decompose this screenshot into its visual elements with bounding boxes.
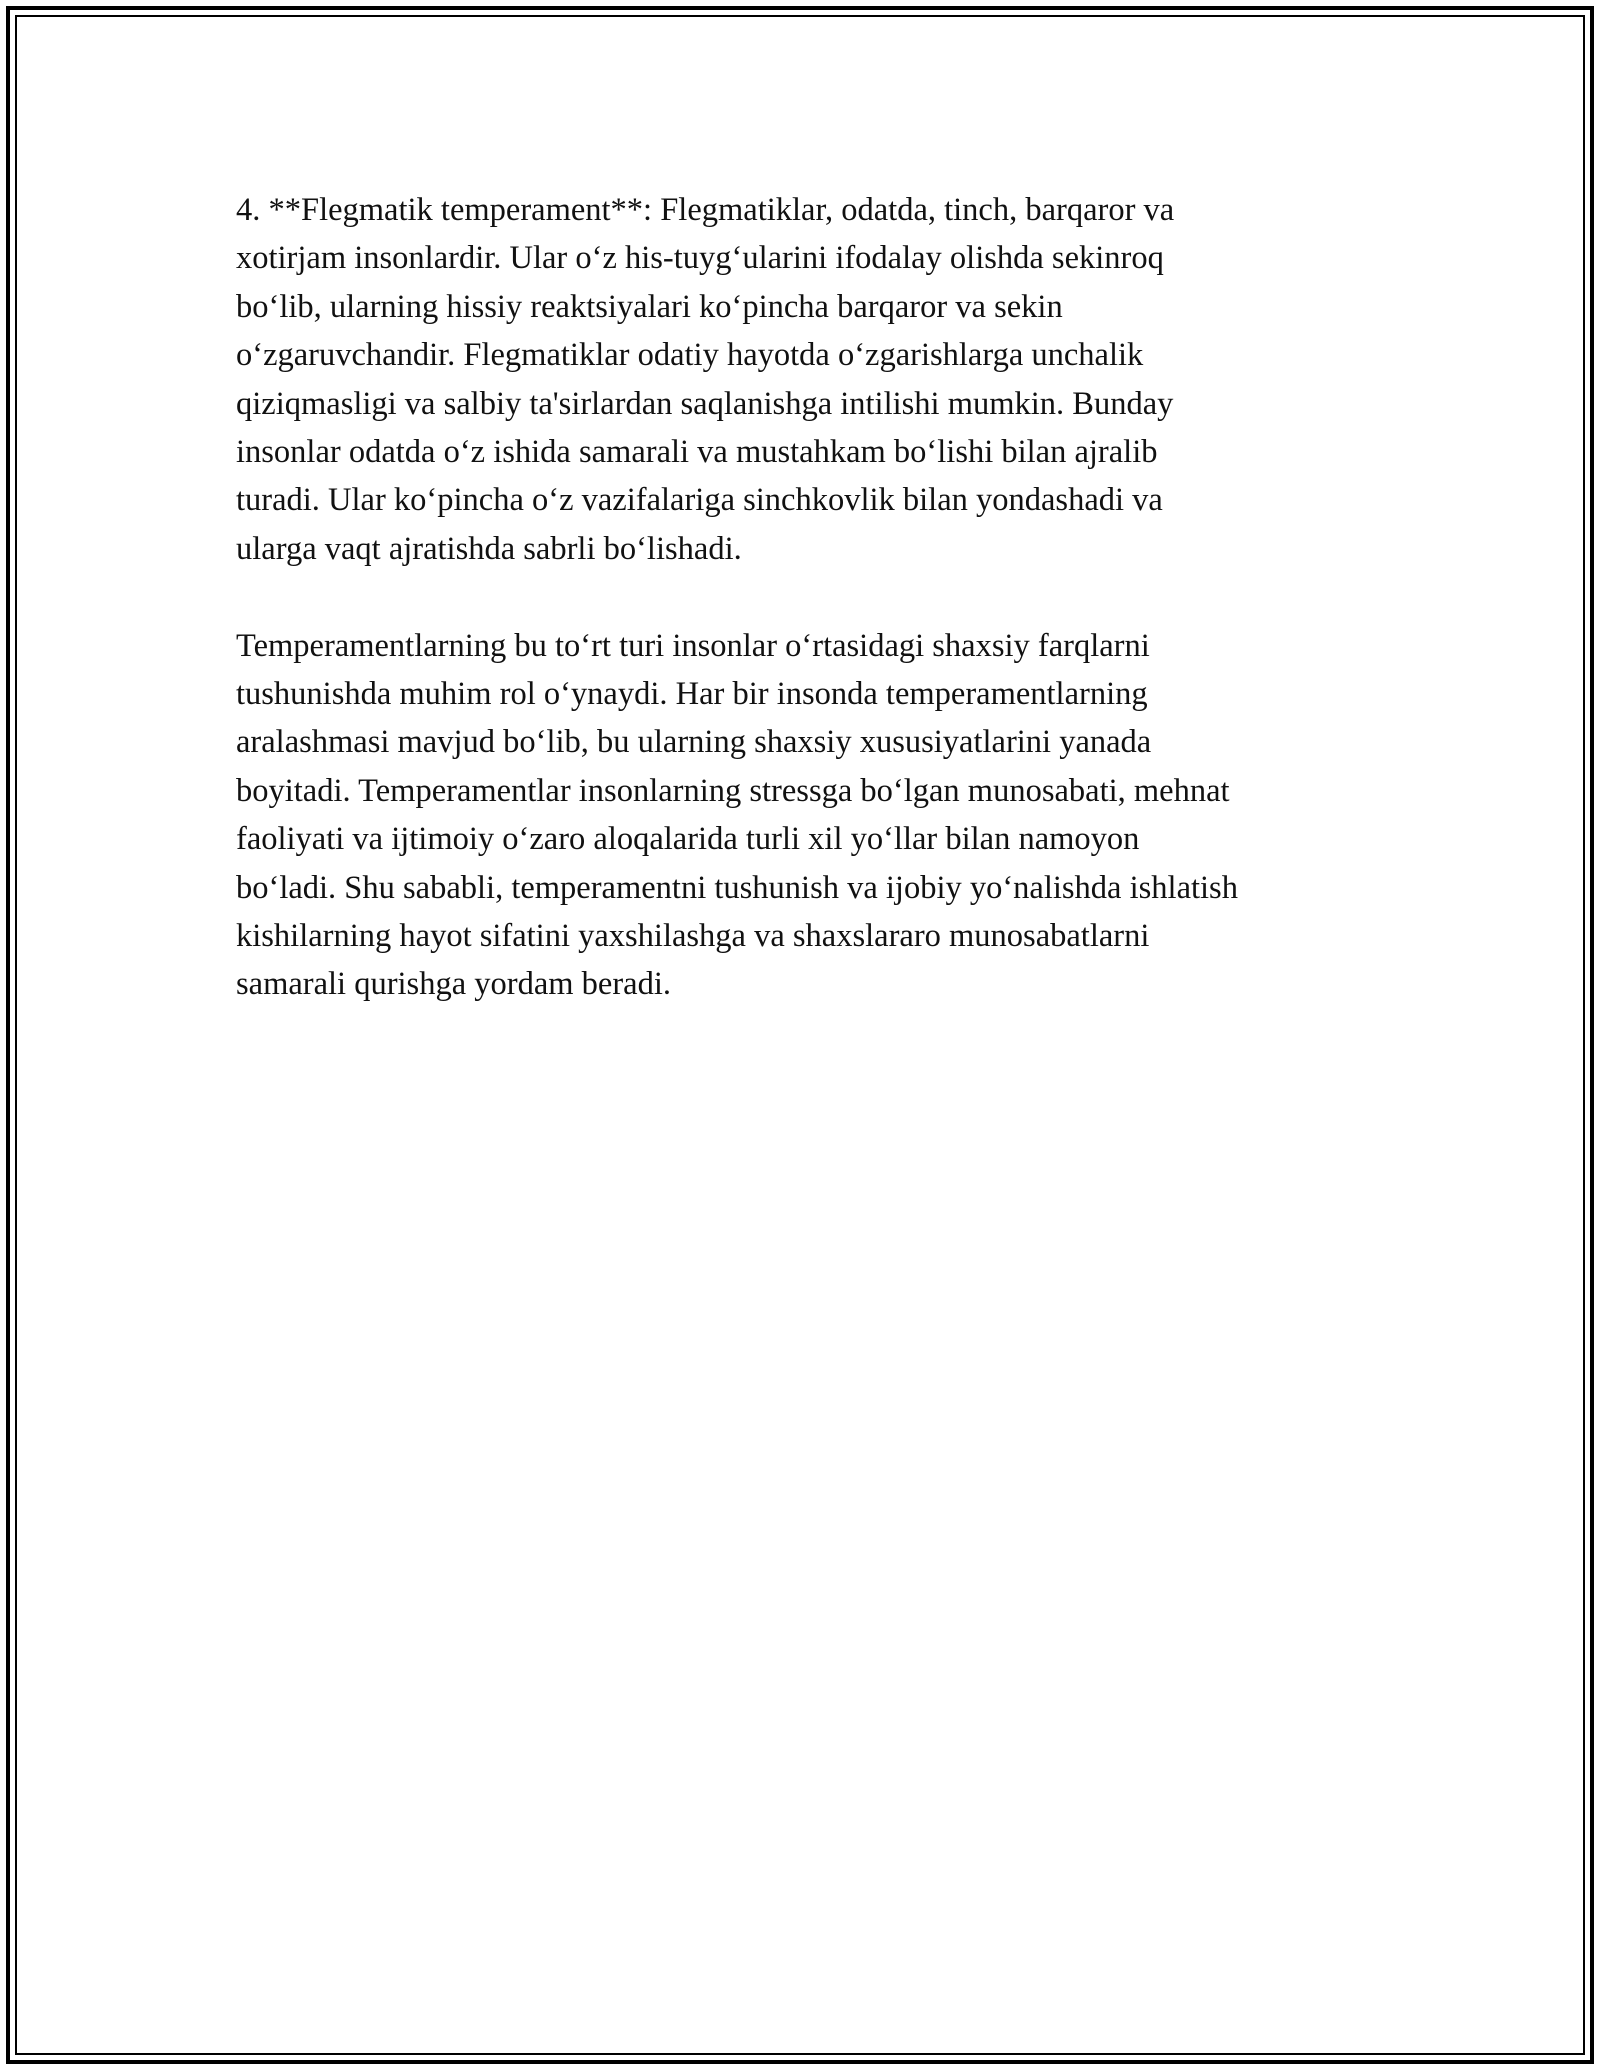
text-line: bo‘ladi. Shu sababli, temperamentni tushunish va ijobiy yo‘nalishda ishlatish (236, 869, 1238, 906)
text-line: turadi. Ular ko‘pincha o‘z vazifalariga sinchkovlik bilan yondashadi va (236, 482, 1163, 519)
document-body (236, 186, 1396, 1009)
text-line: insonlar odatda o‘z ishida samarali va mustahkam bo‘lishi bilan ajralib (236, 434, 1158, 471)
text-line: o‘zgaruvchandir. Flegmatiklar odatiy hayotda o‘zgarishlarga unchalik (236, 337, 1144, 374)
text-line: boyitadi. Temperamentlar insonlarning stressga bo‘lgan munosabati, mehnat (236, 772, 1230, 809)
text-line: ularga vaqt ajratishda sabrli bo‘lishadi. (236, 530, 742, 567)
paragraph-conclusion (236, 622, 1396, 1009)
text-line: tushunishda muhim rol o‘ynaydi. Har bir insonda temperamentlarning (236, 676, 1148, 713)
text-line: xotirjam insonlardir. Ular o‘z his-tuyg‘ularini ifodalay olishda sekinroq (236, 240, 1164, 277)
text-line: kishilarning hayot sifatini yaxshilashga va shaxslararo munosabatlarni (236, 918, 1150, 955)
text-line: 4. **Flegmatik temperament**: Flegmatiklar, odatda, tinch, barqaror va (236, 192, 1175, 228)
paragraph-flegmatik (236, 186, 1396, 573)
paragraph-spacer (236, 573, 1396, 621)
text-line: faoliyati va ijtimoiy o‘zaro aloqalarida turli xil yo‘llar bilan namoyon (236, 821, 1140, 858)
text-line: qiziqmasligi va salbiy ta'sirlardan saqlanishga intilishi mumkin. Bunday (236, 385, 1174, 422)
text-line: samarali qurishga yordam beradi. (236, 966, 671, 1003)
text-line: aralashmasi mavjud bo‘lib, bu ularning shaxsiy xususiyatlarini yanada (236, 724, 1152, 761)
text-line: Temperamentlarning bu to‘rt turi insonlar o‘rtasidagi shaxsiy farqlarni (236, 627, 1150, 664)
text-line: bo‘lib, ularning hissiy reaktsiyalari ko‘pincha barqaror va sekin (236, 288, 1063, 325)
